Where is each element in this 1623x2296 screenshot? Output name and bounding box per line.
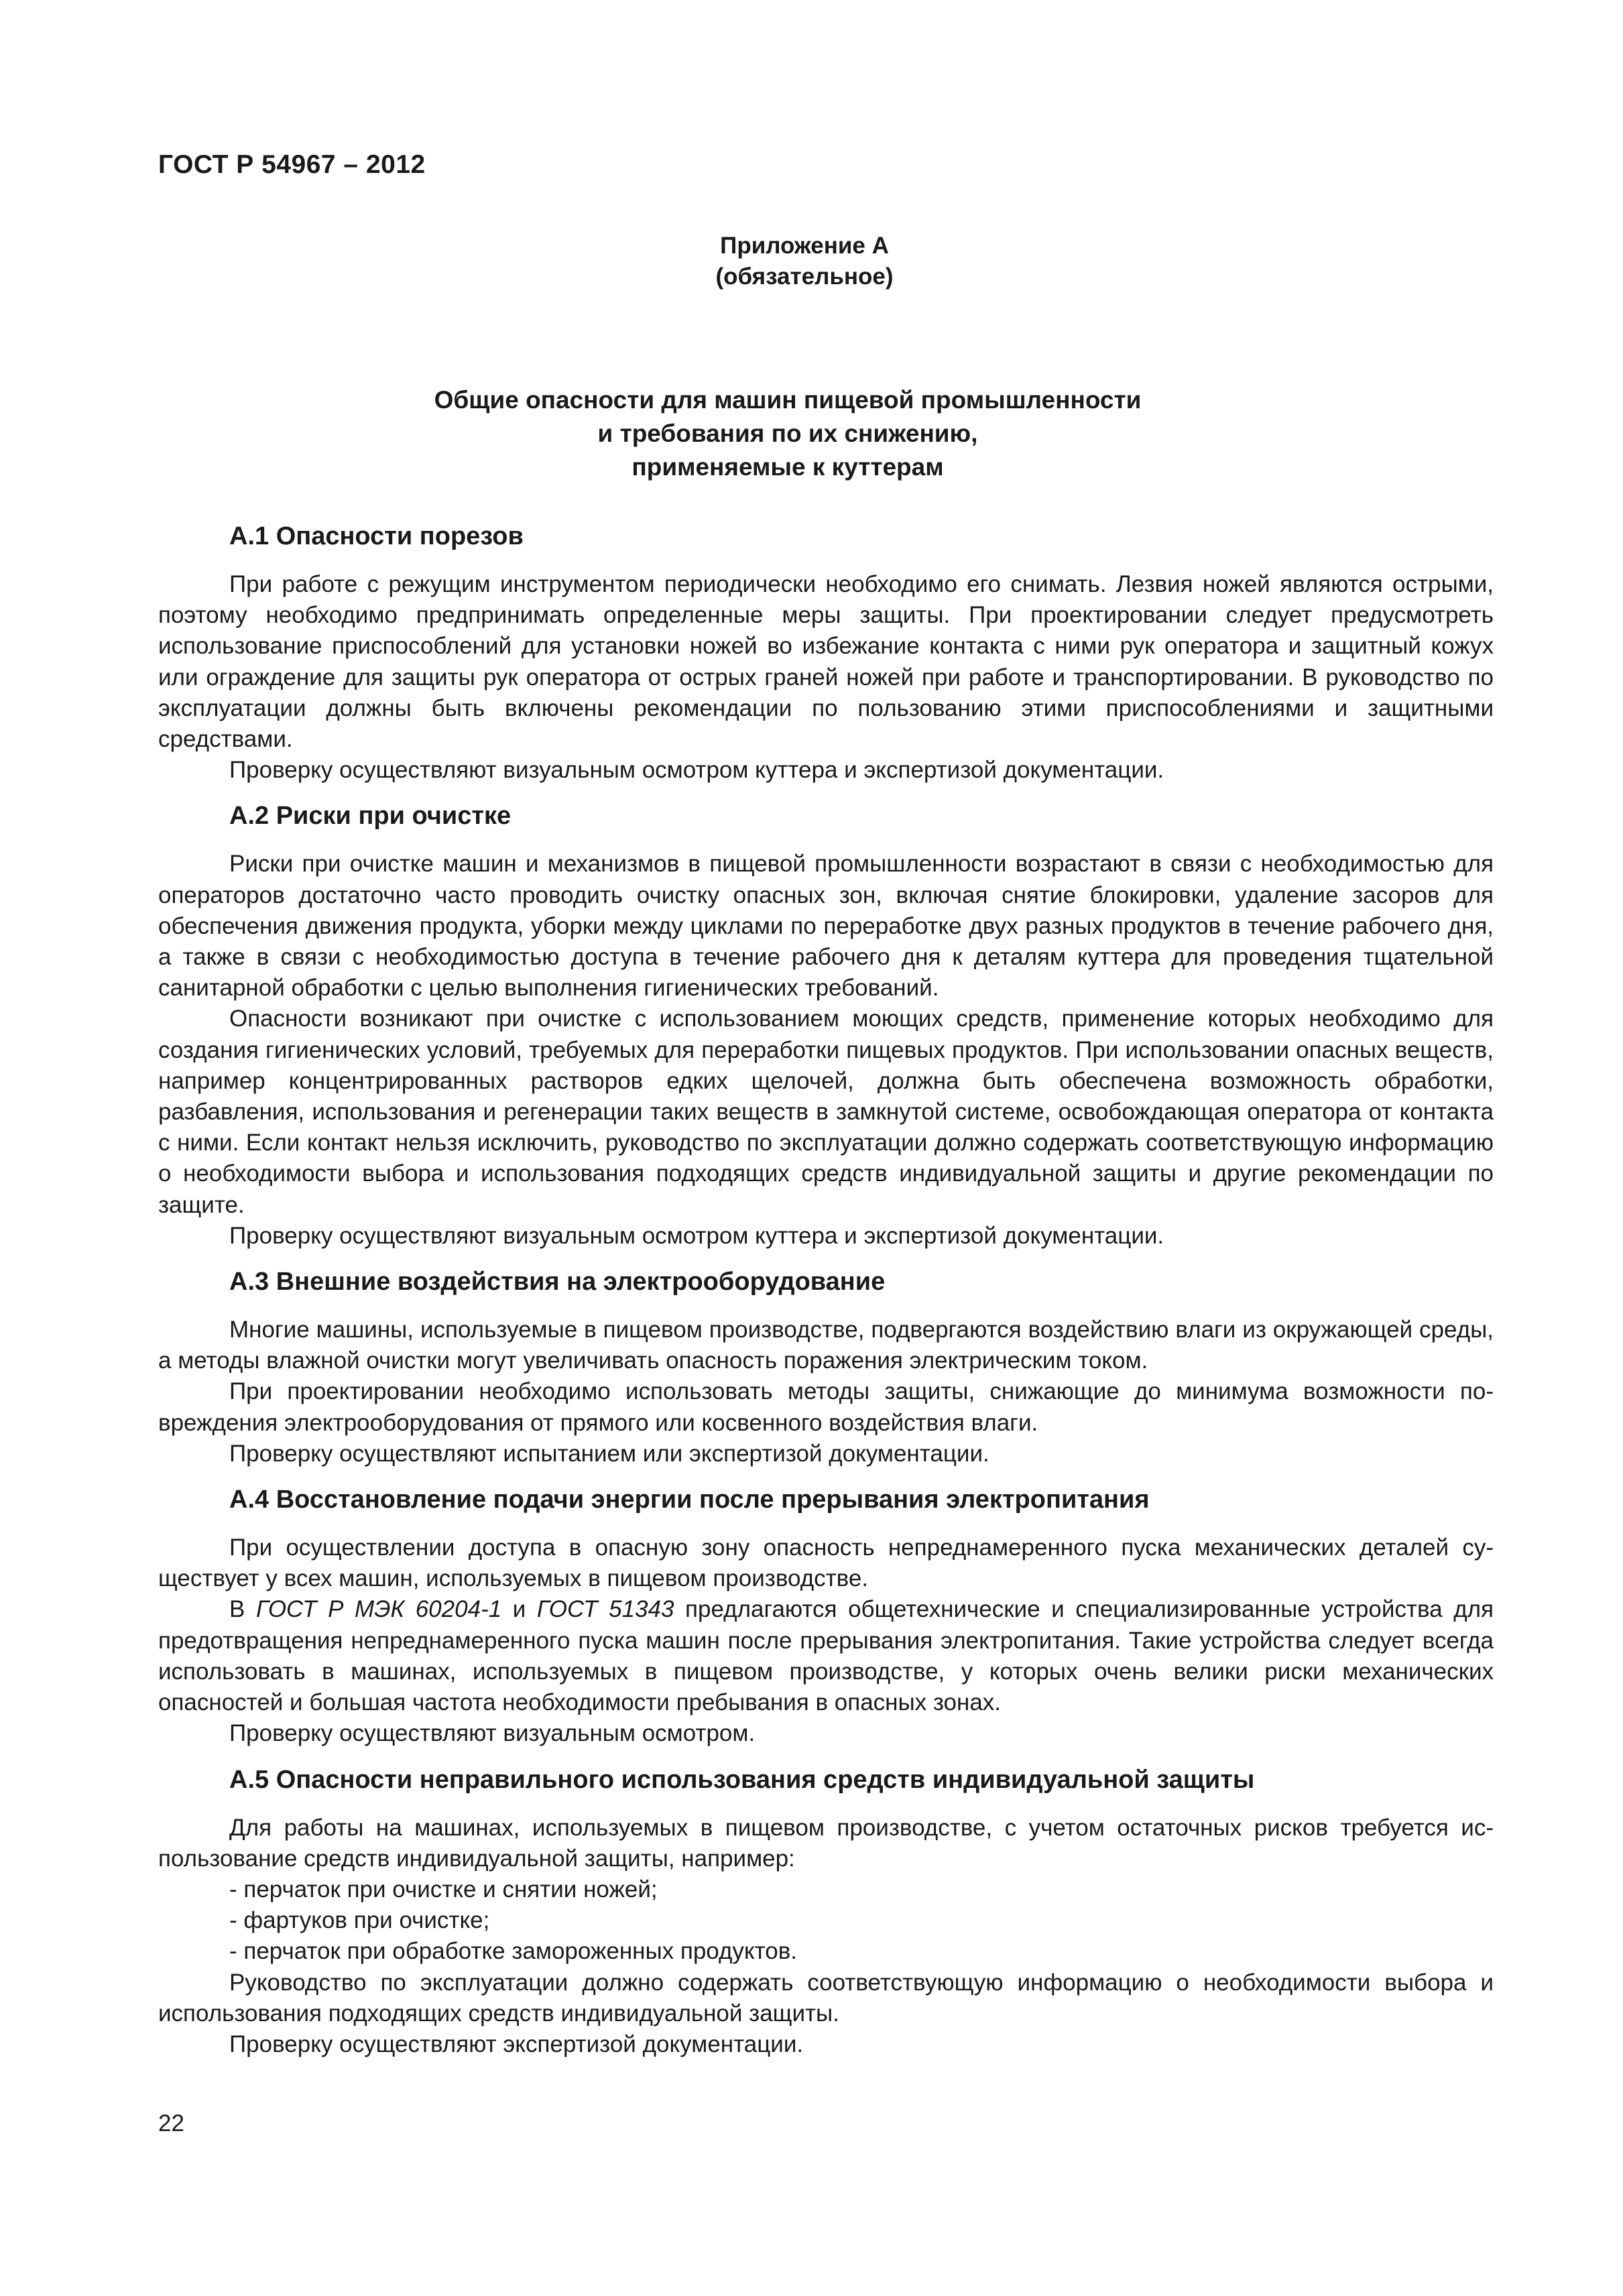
- section-a3: [158, 1265, 1494, 1469]
- paragraph-with-references: [158, 1594, 1494, 1718]
- paragraph: Проверку осуществляют визуальным осмотром.: [229, 1720, 756, 1747]
- paragraph: Для работы на машинах, используемых в пищевом производстве, с учетом остаточных рисков требуется использование средств индивидуальной защиты, например:: [158, 1814, 1494, 1872]
- text-fragment: В: [229, 1596, 256, 1623]
- main-title-line-2: и требования по их снижению,: [597, 420, 978, 447]
- paragraph: Проверку осуществляют испытанием или экспертизой документации.: [229, 1440, 989, 1467]
- annex-title: Приложение А: [720, 233, 889, 259]
- annex-heading: [469, 231, 1140, 292]
- document-code: ГОСТ Р 54967 – 2012: [158, 150, 426, 179]
- section-a1: [158, 520, 1494, 786]
- document-body: [158, 520, 1494, 2060]
- page-number: 22: [158, 2110, 184, 2136]
- paragraph: Проверку осуществляют экспертизой документации.: [229, 2031, 804, 2057]
- paragraph: При осуществлении доступа в опасную зону опасность непреднамеренного пуска механических деталей существует у всех машин, используемых в пищевом производстве.: [158, 1534, 1494, 1592]
- section-heading: А.4 Восстановление подачи энергии после прерывания электропитания: [229, 1486, 1150, 1514]
- standard-reference: ГОСТ Р МЭК 60204-1: [255, 1596, 502, 1623]
- main-title-line-1: Общие опасности для машин пищевой промышленности: [434, 386, 1142, 414]
- text-fragment: и: [501, 1596, 537, 1623]
- section-heading: А.1 Опасности порезов: [229, 522, 524, 550]
- main-title: [268, 383, 1307, 484]
- paragraph: Проверку осуществляют визуальным осмотром куттера и экспертизой документации.: [229, 1222, 1164, 1249]
- paragraph: Риски при очистке машин и механизмов в пищевой промышленности возрастают в связи с необходимостью для операторов достаточно часто проводить очистку опасных зон, включая снятие блокировки, удаление засоров для обеспечения движения продукта, уборки между циклами по переработке двух разных продуктов в течение рабочего дня, а также в связи с необходимостью доступа в течение рабочего дня к деталям куттера для проведения тщательной санитарной обработки с целью выполнения гигиенических требований.: [158, 851, 1494, 1002]
- list-item: - фартуков при очистке;: [229, 1907, 490, 1934]
- list-item: - перчаток при очистке и снятии ножей;: [229, 1876, 658, 1902]
- list-item: - перчаток при обработке замороженных продуктов.: [229, 1938, 798, 1965]
- section-heading: А.5 Опасности неправильного использования средств индивидуальной защиты: [229, 1765, 1255, 1794]
- section-a2: [158, 799, 1494, 1252]
- section-a5: [158, 1763, 1494, 2061]
- paragraph: При работе с режущим инструментом периодически необходимо его снимать. Лезвия ножей являются острыми, поэтому необходимо предпринимать определенные меры защиты. При проектировании следует предусмотреть использование приспособлений для установки ножей во избежание контакта с ними рук оператора и защитный кожух или ограждение для защиты рук оператора от острых граней ножей при работе и транспортировании. В руководство по эксплуатации должны быть включены рекомендации по пользованию этими приспособлениями и защитными средствами.: [158, 571, 1494, 753]
- main-title-line-3: применяемые к куттерам: [632, 453, 944, 481]
- paragraph: Руководство по эксплуатации должно содержать соответствующую информацию о необходимости выбора и использования подходящих средств индивидуальной защиты.: [158, 1969, 1494, 2027]
- text-fragment: предлагаются общетехнические и специализированные устройства для предотвращения непреднамеренного пуска машин после прерывания электропитания. Такие устройства следует всегда использовать в машинах, используемых в пищевом производстве, у которых очень велики риски механических опасностей и большая частота необходимости пребывания в опасных зонах.: [158, 1596, 1494, 1716]
- paragraph: Проверку осуществляют визуальным осмотром куттера и экспертизой документации.: [229, 757, 1164, 784]
- section-a4: [158, 1483, 1494, 1749]
- annex-status: (обязательное): [715, 263, 894, 290]
- section-heading: А.2 Риски при очистке: [229, 802, 512, 831]
- paragraph: Опасности возникают при очистке с использованием моющих средств, применение которых необходимо для создания гигиенических условий, требуемых для переработки пищевых продуктов. При использовании опасных веществ, например концентрированных растворов едких щелочей, должна быть обеспечена возможность обработки, разбавления, использования и регенерации таких веществ в замкнутой системе, освобождающая оператора от контакта с ними. Если контакт нельзя исключить, руководство по эксплуатации должно содержать соответствующую информацию о необходимости выбора и использования подходящих средств индивидуальной защиты и другие рекомендации по защите.: [158, 1006, 1494, 1218]
- paragraph: При проектировании необходимо использовать методы защиты, снижающие до минимума возможности повреждения электрооборудования от прямого или косвенного воздействия влаги.: [158, 1378, 1494, 1436]
- paragraph: Многие машины, используемые в пищевом производстве, подвергаются воздействию влаги из окружающей среды, а методы влажной очистки могут увеличивать опасность поражения электрическим током.: [158, 1317, 1494, 1374]
- standard-reference: ГОСТ 51343: [536, 1596, 674, 1623]
- section-heading: А.3 Внешние воздействия на электрооборудование: [229, 1268, 886, 1296]
